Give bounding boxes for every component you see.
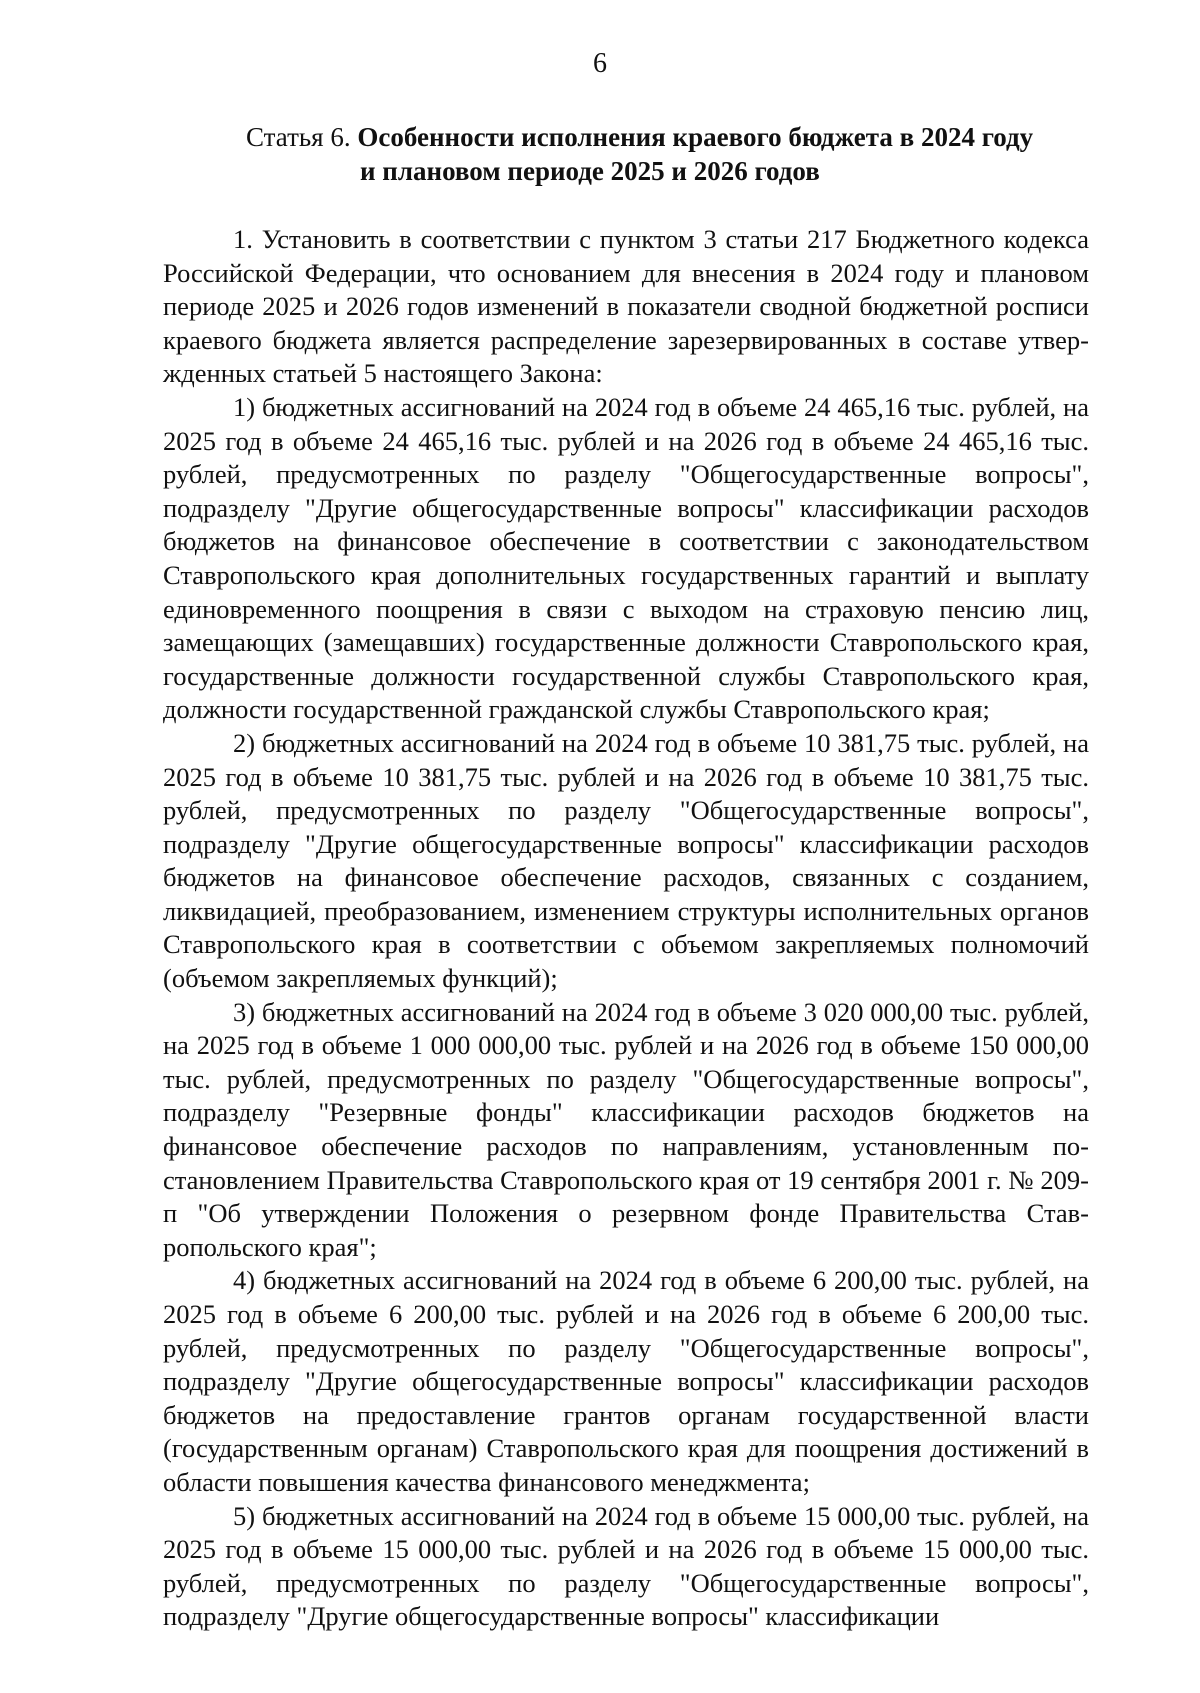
article-heading — [160, 120, 1120, 188]
article-body — [163, 223, 1089, 1634]
article-title-line-2: и плановом периоде 2025 и 2026 годов — [360, 156, 820, 186]
paragraph-item-5: 5) бюджетных ассигнований на 2024 год в объеме 15 000,00 тыс. рублей, на 2025 год в объеме 15 000,00 тыс. рублей и на 2026 год в объеме 15 000,00 тыс. рублей, предусмотренных по разделу "Общегосударственные вопросы", подразделу "Другие общегосударственные вопросы" классификации — [163, 1500, 1089, 1632]
paragraph-item-2: 2) бюджетных ассигнований на 2024 год в объеме 10 381,75 тыс. рублей, на 2025 год в объеме 10 381,75 тыс. рублей и на 2026 год в объеме 10 381,75 тыс. рублей, предусмотренных по разделу "Общегосударственные вопросы", подразделу "Другие общегосударственные вопросы" классификации расходов бюджетов на финансовое обеспечение расходов, связанных с созданием, ликвидацией, преобразованием, изменением структуры исполнительных органов Ставропольского края в соответствии с объемом закрепляемых полномочий (объемом закрепляемых функций); — [163, 727, 1089, 994]
paragraph-clause-1: 1. Установить в соответствии с пунктом 3 статьи 217 Бюджетного кодекса Российской Федерации, что основанием для внесения в 2024 году и плановом периоде 2025 и 2026 годов изменений в показатели сводной бюджетной росписи краевого бюджета является распределение зарезервированных в составе утвержденных статьей 5 настоящего Закона: — [163, 224, 1089, 389]
paragraph-item-3: 3) бюджетных ассигнований на 2024 год в объеме 3 020 000,00 тыс. рублей, на 2025 год в объеме 1 000 000,00 тыс. рублей и на 2026 год в объеме 150 000,00 тыс. рублей, предусмотренных по разделу "Общегосударственные вопросы", подразделу "Резервные фонды" классификации расходов бюджетов на финансовое обеспечение расходов по направлениям, установленным постановлением Правительства Ставропольского края от 19 сентября 2001 г. № 209-п "Об утверждении Положения о резервном фонде Правительства Ставропольского края"; — [163, 996, 1089, 1262]
page-number: 6 — [593, 48, 607, 79]
article-title-line-1: Особенности исполнения краевого бюджета в 2024 году — [357, 122, 1034, 152]
paragraph-item-1: 1) бюджетных ассигнований на 2024 год в объеме 24 465,16 тыс. рублей, на 2025 год в объеме 24 465,16 тыс. рублей и на 2026 год в объеме 24 465,16 тыс. рублей, предусмотренных по разделу "Общегосударственные вопросы", подразделу "Другие общегосударственные вопросы" классификации расходов бюджетов на финансовое обеспечение в соответствии с законодательством Ставропольского края дополнительных государственных гарантий и выплату единовременного поощрения в связи с выходом на страховую пенсию лиц, замещающих (замещавших) государственные должности Ставропольского края, государственные должности государственной службы Ставропольского края, должности государственной гражданской службы Ставропольского края; — [163, 391, 1089, 725]
paragraph-item-4: 4) бюджетных ассигнований на 2024 год в объеме 6 200,00 тыс. рублей, на 2025 год в объеме 6 200,00 тыс. рублей и на 2026 год в объеме 6 200,00 тыс. рублей, предусмотренных по разделу "Общегосударственные вопросы", подразделу "Другие общегосударственные вопросы" классификации расходов бюджетов на предоставление грантов органам государственной власти (государственным органам) Ставропольского края для поощрения достижений в области повышения качества финансового менеджмента; — [163, 1265, 1089, 1497]
article-heading-line-1 — [160, 120, 1120, 154]
article-prefix: Статья 6. — [246, 122, 351, 152]
